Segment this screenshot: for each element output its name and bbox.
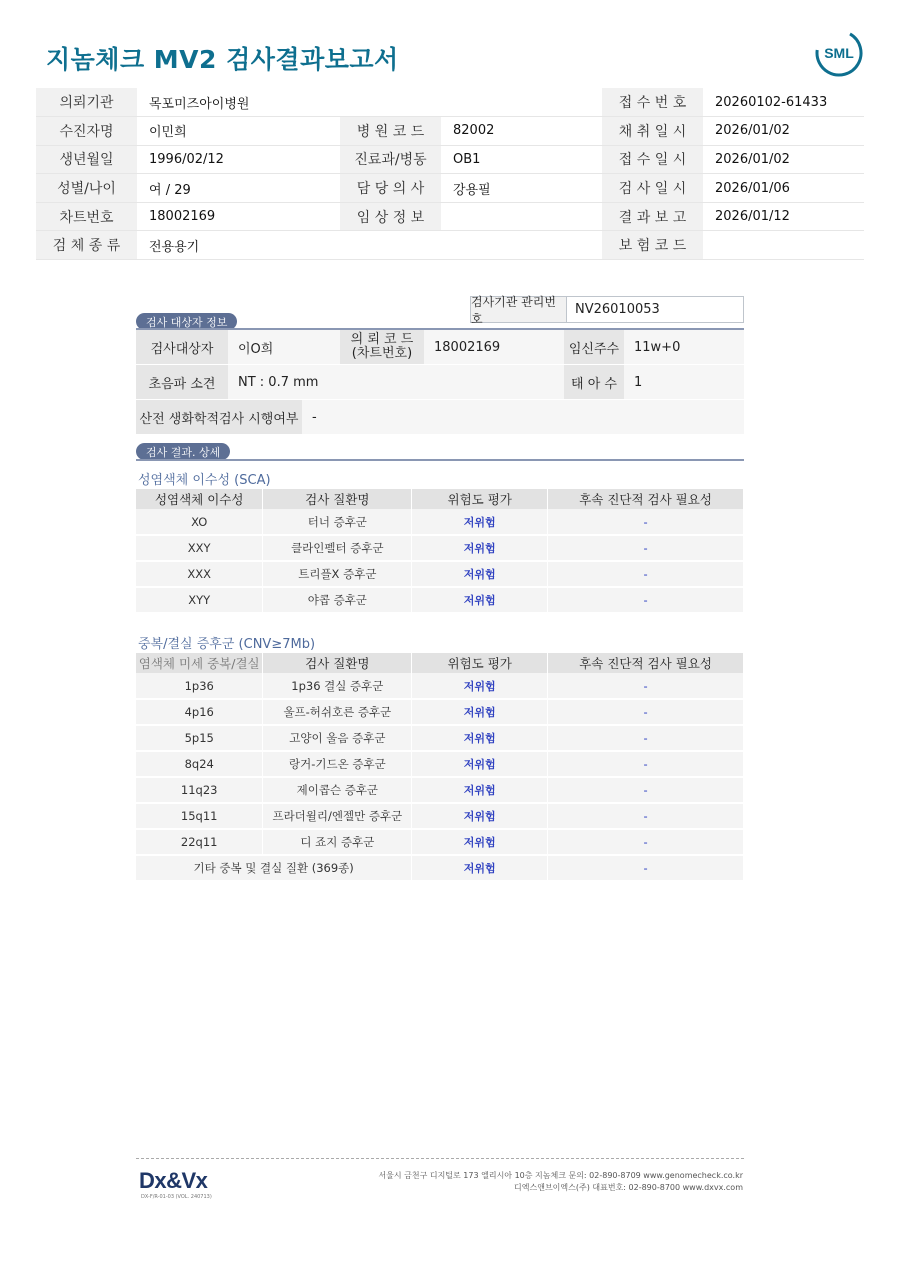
subject-info-table	[136, 330, 744, 435]
subject-name-label: 검사대상자	[136, 330, 228, 364]
table-cell: 4p16	[136, 699, 263, 725]
column-header: 검사 질환명	[263, 653, 412, 673]
gestation-weeks-label: 임신주수	[564, 330, 624, 364]
column-header: 후속 진단적 검사 필요성	[548, 653, 744, 673]
table-cell: -	[548, 803, 744, 829]
table-row	[136, 561, 744, 587]
info-value: 전용용기	[137, 231, 340, 260]
info-value: 18002169	[137, 202, 340, 231]
info-row	[36, 117, 864, 146]
table-row	[136, 777, 744, 803]
column-header: 위험도 평가	[412, 653, 548, 673]
column-header: 염색체 미세 중복/결실	[136, 653, 263, 673]
table-cell: 디 죠지 증후군	[263, 829, 412, 855]
info-value: 이민희	[137, 117, 340, 146]
table-cell: 1p36	[136, 673, 263, 699]
info-label: 임 상 정 보	[340, 202, 441, 231]
column-header: 성염색체 이수성	[136, 489, 263, 509]
biochem-test-value: -	[302, 400, 744, 434]
table-cell: 야콥 증후군	[263, 587, 412, 613]
table-cell: -	[548, 535, 744, 561]
table-row	[136, 509, 744, 535]
ultrasound-value: NT : 0.7 mm	[228, 365, 564, 399]
dxvx-form-code: DX-F/R-01-03 (VOL. 240713)	[141, 1194, 212, 1200]
table-row	[136, 725, 744, 751]
risk-assessment: 저위험	[412, 509, 548, 535]
info-label: 성별/나이	[36, 174, 137, 203]
table-cell: -	[548, 509, 744, 535]
info-value: 목포미즈아이병원	[137, 88, 340, 117]
info-row	[36, 174, 864, 203]
sca-results-table	[136, 489, 744, 614]
table-row	[136, 535, 744, 561]
table-cell: 울프-허쉬호른 증후군	[263, 699, 412, 725]
info-label: 의뢰기관	[36, 88, 137, 117]
table-cell: -	[548, 751, 744, 777]
info-value	[441, 202, 602, 231]
info-value: 강용필	[441, 174, 602, 203]
risk-assessment: 저위험	[412, 777, 548, 803]
risk-assessment: 저위험	[412, 535, 548, 561]
request-code-label: 의 뢰 코 드 (차트번호)	[340, 330, 424, 364]
table-cell: -	[548, 587, 744, 613]
info-label: 결 과 보 고	[602, 202, 703, 231]
table-cell: 트리플X 증후군	[263, 561, 412, 587]
risk-assessment: 저위험	[412, 561, 548, 587]
subject-name-value: 이O희	[228, 330, 340, 364]
table-cell: 5p15	[136, 725, 263, 751]
table-cell: 클라인펠터 증후군	[263, 535, 412, 561]
table-row	[136, 587, 744, 613]
management-number-label: 검사기관 관리번호	[471, 297, 567, 322]
info-value	[441, 88, 602, 117]
table-cell: -	[548, 561, 744, 587]
risk-assessment: 저위험	[412, 803, 548, 829]
info-row	[36, 231, 864, 260]
info-value: 2026/01/06	[703, 174, 864, 203]
info-value: 20260102-61433	[703, 88, 864, 117]
info-value: 2026/01/02	[703, 145, 864, 174]
table-cell: -	[548, 829, 744, 855]
table-cell: XXY	[136, 535, 263, 561]
table-cell: -	[548, 673, 744, 699]
info-label: 병 원 코 드	[340, 117, 441, 146]
info-row	[36, 202, 864, 231]
info-label: 접 수 번 호	[602, 88, 703, 117]
gestation-weeks-value: 11w+0	[624, 330, 744, 364]
info-value	[441, 231, 602, 260]
ultrasound-label: 초음파 소견	[136, 365, 228, 399]
info-label: 검 체 종 류	[36, 231, 137, 260]
column-header: 후속 진단적 검사 필요성	[548, 489, 744, 509]
table-cell: 22q11	[136, 829, 263, 855]
result-detail-pill: 검사 결과. 상세	[136, 443, 230, 460]
info-label: 생년월일	[36, 145, 137, 174]
risk-assessment: 저위험	[412, 829, 548, 855]
risk-assessment: 저위험	[412, 751, 548, 777]
info-value	[703, 231, 864, 260]
info-value: 82002	[441, 117, 602, 146]
table-cell: XO	[136, 509, 263, 535]
info-label: 검 사 일 시	[602, 174, 703, 203]
info-label: 차트번호	[36, 202, 137, 231]
cnv-heading: 중복/결실 증후군 (CNV≥7Mb)	[138, 637, 316, 652]
table-row	[136, 751, 744, 777]
patient-info-table	[36, 88, 864, 260]
info-label: 담 당 의 사	[340, 174, 441, 203]
footer-address-line: 디엑스앤브이엑스(주) 대표번호: 02-890-8700 www.dxvx.com	[514, 1183, 743, 1192]
table-cell: -	[548, 725, 744, 751]
table-row	[136, 699, 744, 725]
info-label	[340, 231, 441, 260]
table-cell: 터너 증후군	[263, 509, 412, 535]
info-label: 진료과/병동	[340, 145, 441, 174]
dxvx-logo: Dx&Vx	[139, 1168, 208, 1193]
logo-text: SML	[824, 45, 854, 61]
sml-logo-icon	[814, 28, 864, 78]
fetus-count-label: 태 아 수	[564, 365, 624, 399]
info-label: 보 험 코 드	[602, 231, 703, 260]
table-cell: 15q11	[136, 803, 263, 829]
table-row	[136, 855, 744, 881]
column-header: 위험도 평가	[412, 489, 548, 509]
cnv-results-table	[136, 653, 744, 882]
table-cell: -	[548, 855, 744, 881]
info-value: 2026/01/02	[703, 117, 864, 146]
table-cell: 제이콥슨 증후군	[263, 777, 412, 803]
request-code-value: 18002169	[424, 330, 564, 364]
table-row	[136, 829, 744, 855]
info-value: 여 / 29	[137, 174, 340, 203]
table-cell: 1p36 결실 증후군	[263, 673, 412, 699]
subject-info-pill: 검사 대상자 정보	[136, 313, 237, 330]
info-value: 2026/01/12	[703, 202, 864, 231]
risk-assessment: 저위험	[412, 855, 548, 881]
column-header: 검사 질환명	[263, 489, 412, 509]
table-cell: 고양이 울음 증후군	[263, 725, 412, 751]
report-title: 지놈체크 MV2 검사결과보고서	[46, 45, 399, 74]
risk-assessment: 저위험	[412, 587, 548, 613]
footer-address-line: 서울시 금천구 디지털로 173 엘리시아 10층 지놈체크 문의: 02-890-8709 www.genomecheck.co.kr	[378, 1171, 743, 1180]
table-cell: 프라더윌리/엔젤만 증후군	[263, 803, 412, 829]
section-divider	[136, 459, 744, 461]
info-value: 1996/02/12	[137, 145, 340, 174]
table-cell: -	[548, 699, 744, 725]
management-number-box	[470, 294, 744, 326]
sca-heading: 성염색체 이수성 (SCA)	[138, 473, 271, 488]
risk-assessment: 저위험	[412, 699, 548, 725]
info-label: 수진자명	[36, 117, 137, 146]
management-number-value: NV26010053	[575, 302, 660, 317]
footer-divider	[136, 1158, 744, 1159]
table-cell: 11q23	[136, 777, 263, 803]
table-cell: XYY	[136, 587, 263, 613]
info-label	[340, 88, 441, 117]
info-value: OB1	[441, 145, 602, 174]
risk-assessment: 저위험	[412, 673, 548, 699]
fetus-count-value: 1	[624, 365, 744, 399]
info-row	[36, 145, 864, 174]
table-cell: 8q24	[136, 751, 263, 777]
table-row	[136, 673, 744, 699]
table-cell: -	[548, 777, 744, 803]
footer-address	[378, 1170, 743, 1194]
biochem-test-label: 산전 생화학적검사 시행여부	[136, 400, 302, 434]
info-label: 채 취 일 시	[602, 117, 703, 146]
info-label: 접 수 일 시	[602, 145, 703, 174]
table-row	[136, 803, 744, 829]
table-cell: 랑거-기드온 증후군	[263, 751, 412, 777]
table-cell: 기타 중복 및 결실 질환 (369종)	[136, 855, 412, 881]
risk-assessment: 저위험	[412, 725, 548, 751]
table-cell: XXX	[136, 561, 263, 587]
info-row	[36, 88, 864, 117]
